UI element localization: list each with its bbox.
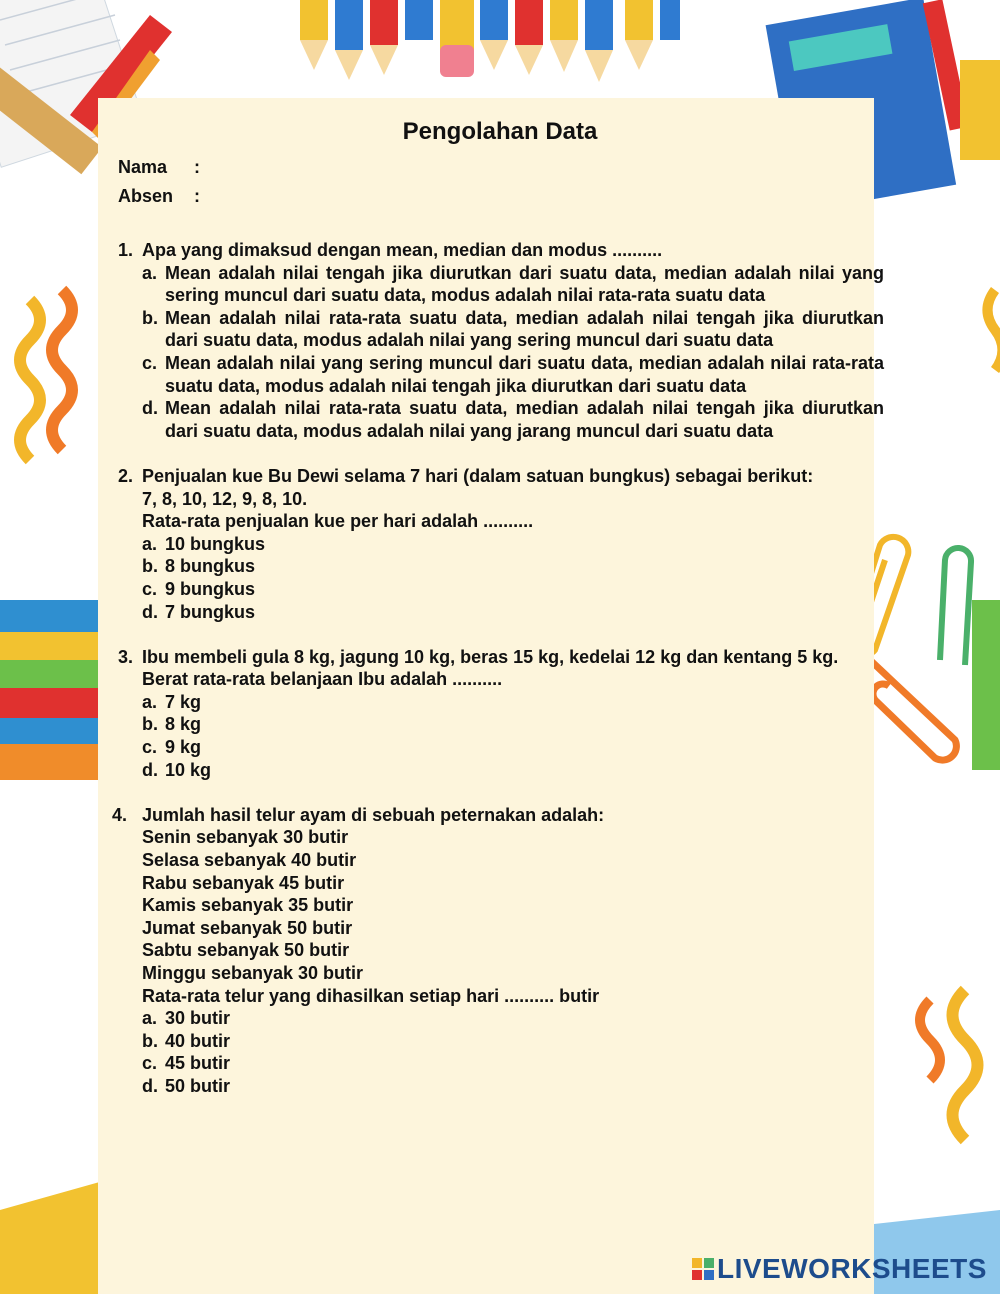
option-letter: b. bbox=[142, 1030, 158, 1051]
option-c[interactable] bbox=[142, 1052, 884, 1075]
question-text: Rabu sebanyak 45 butir bbox=[142, 872, 345, 893]
option-text: Mean adalah nilai rata-rata suatu data, median adalah nilai tengah jika diurutkan dari suatu data, modus adalah nilai yang sering muncul dari suatu data bbox=[165, 307, 884, 351]
question-3 bbox=[118, 646, 884, 782]
option-text: Mean adalah nilai yang sering muncul dari suatu data, median adalah nilai rata-rata suatu data, modus adalah nilai tengah jika diurutkan dari suatu data bbox=[165, 352, 884, 396]
name-colon: : bbox=[194, 157, 200, 177]
question-2 bbox=[118, 465, 884, 623]
option-letter: c. bbox=[142, 578, 158, 599]
option-letter: c. bbox=[142, 737, 158, 758]
question-text: Senin sebanyak 30 butir bbox=[142, 827, 349, 848]
logo-icon bbox=[692, 1255, 714, 1277]
option-text: 8 bungkus bbox=[165, 556, 256, 577]
question-1 bbox=[118, 239, 884, 442]
question-text: Berat rata-rata belanjaan Ibu adalah .......... bbox=[142, 669, 503, 690]
option-letter: a. bbox=[142, 691, 158, 712]
option-b[interactable] bbox=[142, 713, 884, 736]
option-b[interactable] bbox=[142, 307, 884, 352]
option-letter: a. bbox=[142, 262, 158, 283]
question-4 bbox=[112, 804, 884, 1098]
liveworksheets-logo[interactable] bbox=[692, 1253, 987, 1285]
option-text: 9 kg bbox=[165, 737, 202, 758]
question-text: Penjualan kue Bu Dewi selama 7 hari (dalam satuan bungkus) sebagai berikut: bbox=[142, 465, 814, 486]
option-text: 7 bungkus bbox=[165, 601, 256, 622]
option-text: 8 kg bbox=[165, 714, 202, 735]
option-c[interactable] bbox=[142, 352, 884, 397]
question-number: 4. bbox=[112, 804, 128, 825]
question-text: Rata-rata penjualan kue per hari adalah .......... bbox=[142, 511, 534, 532]
option-letter: d. bbox=[142, 759, 158, 780]
option-text: Mean adalah nilai rata-rata suatu data, median adalah nilai tengah jika diurutkan dari suatu data, modus adalah nilai yang jarang muncul dari suatu data bbox=[165, 398, 884, 441]
option-d[interactable] bbox=[142, 1075, 884, 1098]
option-d[interactable] bbox=[142, 759, 884, 782]
option-text: 9 bungkus bbox=[165, 578, 256, 599]
name-label: Nama bbox=[118, 157, 168, 177]
question-text: Jumlah hasil telur ayam di sebuah peternakan adalah: bbox=[142, 804, 605, 825]
option-letter: b. bbox=[142, 556, 158, 577]
option-letter: d. bbox=[142, 601, 158, 622]
option-text: 10 bungkus bbox=[165, 533, 266, 554]
option-d[interactable] bbox=[142, 397, 884, 442]
option-text: 10 kg bbox=[165, 759, 212, 780]
absen-field bbox=[118, 186, 200, 207]
option-text: 7 kg bbox=[165, 691, 202, 712]
questions-list bbox=[112, 239, 884, 1120]
option-text: 30 butir bbox=[165, 1008, 231, 1029]
option-a[interactable] bbox=[142, 691, 884, 714]
absen-colon: : bbox=[194, 186, 200, 206]
option-a[interactable] bbox=[142, 533, 884, 556]
option-letter: c. bbox=[142, 352, 158, 373]
question-text: Ibu membeli gula 8 kg, jagung 10 kg, beras 15 kg, kedelai 12 kg dan kentang 5 kg. bbox=[142, 646, 839, 667]
page-title: Pengolahan Data bbox=[402, 118, 598, 145]
absen-label: Absen bbox=[118, 186, 174, 206]
question-number: 1. bbox=[118, 240, 134, 260]
option-letter: a. bbox=[142, 533, 158, 554]
question-text: Selasa sebanyak 40 butir bbox=[142, 850, 357, 871]
question-text: Minggu sebanyak 30 butir bbox=[142, 963, 364, 983]
option-text: 50 butir bbox=[165, 1075, 231, 1096]
option-d[interactable] bbox=[142, 601, 884, 624]
option-b[interactable] bbox=[142, 555, 884, 578]
option-b[interactable] bbox=[142, 1030, 884, 1053]
option-letter: a. bbox=[142, 1008, 158, 1029]
question-text: 7, 8, 10, 12, 9, 8, 10. bbox=[142, 488, 308, 509]
question-number: 2. bbox=[118, 465, 134, 486]
option-c[interactable] bbox=[142, 578, 884, 601]
brand-name: LIVEWORKSHEETS bbox=[717, 1253, 987, 1284]
question-text: Jumat sebanyak 50 butir bbox=[142, 917, 353, 938]
option-text: Mean adalah nilai tengah jika diurutkan dari suatu data, median adalah nilai yang sering muncul dari suatu data, modus adalah nilai rata-rata suatu data bbox=[165, 262, 884, 306]
option-a[interactable] bbox=[142, 1007, 884, 1030]
question-text: Rata-rata telur yang dihasilkan setiap hari .......... butir bbox=[142, 985, 600, 1006]
question-text: Apa yang dimaksud dengan mean, median dan modus .......... bbox=[142, 240, 663, 260]
option-letter: d. bbox=[142, 1075, 158, 1096]
option-text: 45 butir bbox=[165, 1053, 231, 1074]
option-letter: d. bbox=[142, 398, 158, 419]
option-a[interactable] bbox=[142, 262, 884, 307]
question-number: 3. bbox=[118, 646, 134, 667]
option-letter: c. bbox=[142, 1053, 158, 1074]
option-c[interactable] bbox=[142, 736, 884, 759]
option-letter: b. bbox=[142, 714, 158, 735]
question-text: Kamis sebanyak 35 butir bbox=[142, 895, 354, 916]
name-field bbox=[118, 157, 200, 178]
question-text: Sabtu sebanyak 50 butir bbox=[142, 940, 350, 961]
option-text: 40 butir bbox=[165, 1030, 231, 1051]
option-letter: b. bbox=[142, 307, 158, 328]
